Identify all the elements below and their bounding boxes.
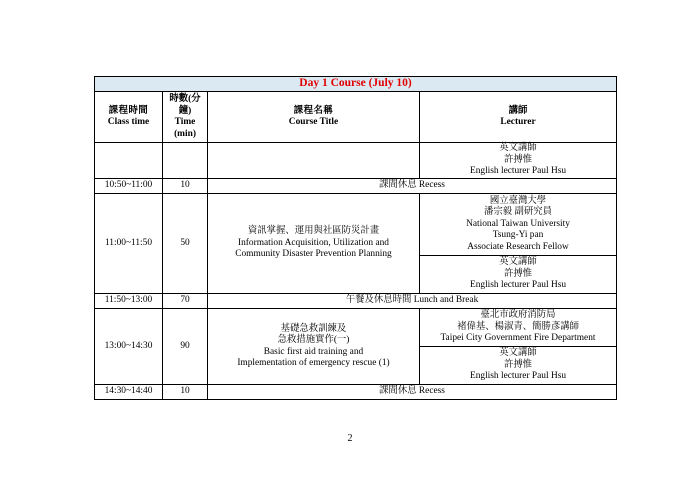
recess-cell: 課間休息 Recess [208, 385, 617, 400]
lecturer-line: 許搏惟 [503, 268, 533, 279]
header-class-time [95, 92, 163, 143]
lecturer-line: 英文講師 [499, 348, 537, 359]
time-cell: 14:30~14:40 [95, 385, 163, 400]
course-schedule-table [94, 76, 617, 400]
course-cell [208, 143, 420, 179]
course-line: Community Disaster Prevention Planning [235, 249, 392, 260]
header-time-min-zh2: 鐘) [178, 105, 192, 116]
course-line: 急救措施實作(一) [277, 335, 350, 345]
table-row [95, 143, 617, 179]
lecturer-line: Taipei City Government Fire Department [440, 333, 596, 344]
table-title: Day 1 Course (July 10) [95, 77, 617, 92]
minutes-cell: 10 [163, 385, 208, 400]
course-line: Implementation of emergency rescue (1) [237, 358, 390, 368]
header-lecturer [420, 92, 617, 143]
table-row [95, 194, 617, 256]
course-cell [208, 309, 420, 385]
minutes-cell: 70 [163, 294, 208, 309]
lecturer-line: English lecturer Paul Hsu [469, 166, 567, 177]
lecturer-line: 國立臺灣大學 [489, 195, 547, 206]
header-lecturer-zh: 講師 [508, 105, 528, 116]
table-row [95, 294, 617, 309]
table-row [95, 385, 617, 400]
lecturer-line: 褚偉基、楊淑青、簡勝彥講師 [457, 321, 579, 332]
header-time-min-en2: (min) [174, 128, 196, 139]
page-number: 2 [347, 433, 353, 444]
header-time-min [163, 92, 208, 143]
course-line: 基礎急救訓練及 [280, 323, 347, 334]
lecturer-line: English lecturer Paul Hsu [469, 371, 567, 382]
header-time-min-en1: Time [174, 117, 196, 127]
lecturer-line: 潘宗毅 副研究員 [484, 207, 552, 218]
time-cell: 13:00~14:30 [95, 309, 163, 385]
header-lecturer-en: Lecturer [500, 117, 536, 127]
table-row [95, 179, 617, 194]
header-time-min-zh1: 時數(分 [169, 94, 201, 104]
header-row [95, 92, 617, 143]
lunch-cell: 午餐及休息時間 Lunch and Break [208, 294, 617, 309]
lecturer-line: National Taiwan University [466, 218, 570, 229]
time-cell: 11:00~11:50 [95, 194, 163, 294]
header-class-time-en: Class time [107, 117, 150, 127]
header-class-time-zh: 課程時間 [108, 105, 149, 116]
lecturer-line: 許搏惟 [503, 154, 533, 165]
lecturer-line: English lecturer Paul Hsu [469, 280, 567, 291]
header-course-title [208, 92, 420, 143]
lecturer-cell [420, 256, 617, 294]
course-cell [208, 194, 420, 294]
time-cell [95, 143, 163, 179]
lecturer-line: Associate Research Fellow [467, 241, 569, 252]
lecturer-cell [420, 143, 617, 179]
recess-cell: 課間休息 Recess [208, 179, 617, 194]
lecturer-cell [420, 309, 617, 347]
minutes-cell: 10 [163, 179, 208, 194]
minutes-cell: 50 [163, 194, 208, 294]
lecturer-cell [420, 347, 617, 385]
lecturer-cell [420, 194, 617, 256]
course-line: Basic first aid training and [263, 346, 364, 357]
lecturer-line: 英文講師 [499, 143, 537, 154]
lecturer-line: 許搏惟 [503, 359, 533, 370]
course-line: 資訊掌握、運用與社區防災計畫 [247, 226, 380, 237]
minutes-cell [163, 143, 208, 179]
header-course-title-zh: 課程名稱 [293, 105, 334, 116]
time-cell: 10:50~11:00 [95, 179, 163, 194]
time-cell: 11:50~13:00 [95, 294, 163, 309]
lecturer-line: Tsung-Yi pan [492, 230, 544, 241]
course-line: Information Acquisition, Utilization and [237, 237, 389, 248]
lecturer-line: 英文講師 [499, 257, 537, 268]
header-course-title-en: Course Title [288, 117, 339, 127]
table-row [95, 309, 617, 347]
lecturer-line: 臺北市政府消防局 [480, 310, 556, 321]
table-title-row [95, 77, 617, 92]
minutes-cell: 90 [163, 309, 208, 385]
